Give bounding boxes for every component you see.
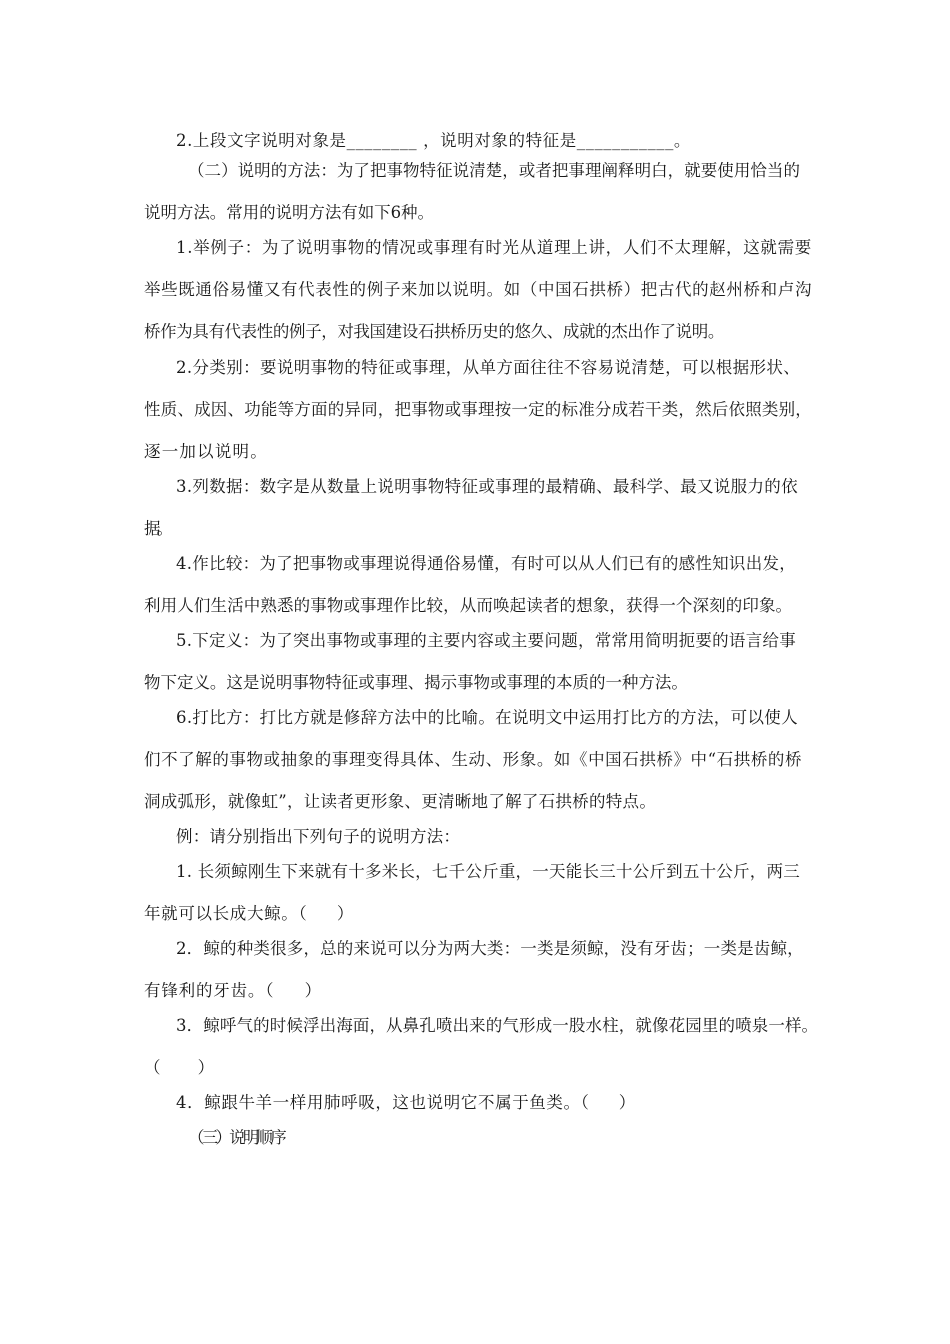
text-line: 3．鲸呼气的时候浮出海面，从鼻孔喷出来的气形成一股水柱，就像花园里的喷泉一样。 (176, 1016, 819, 1035)
text-line: 4．鲸跟牛羊一样用肺呼吸，这也说明它不属于鱼类。（ ） (176, 1093, 636, 1112)
text-line: 6.打比方：打比方就是修辞方法中的比喻。在说明文中运用打比方的方法，可以使人 (176, 708, 798, 727)
text-line: 年就可以长成大鲸。（ ） (144, 904, 355, 923)
text-line: 据。 (144, 519, 169, 538)
text-line: 2.上段文字说明对象是________ ，说明对象的特征是___________。 (176, 131, 692, 150)
text-line: 洞成弧形，就像虹”，让读者更形象、更清晰地了解了石拱桥的特点。 (144, 792, 657, 811)
text-line: 物下定义。这是说明事物特征或事理、揭示事物或事理的本质的一种方法。 (144, 673, 688, 692)
text-line: 说明方法。常用的说明方法有如下6种。 (144, 203, 434, 222)
text-line: 利用人们生活中熟悉的事物或事理作比较，从而唤起读者的想象，获得一个深刻的印象。 (144, 596, 793, 615)
text-line: 2．鲸的种类很多，总的来说可以分为两大类：一类是须鲸，没有牙齿；一类是齿鲸， (176, 939, 804, 958)
text-line: 举些既通俗易懂又有代表性的例子来加以说明。如（中国石拱桥）把古代的赵州桥和卢沟 (144, 280, 813, 299)
text-line: 性质、成因、功能等方面的异同，把事物或事理按一定的标准分成若干类，然后依照类别， (144, 400, 812, 419)
text-line: 桥作为具有代表性的例子，对我国建设石拱桥历史的悠久、成就的杰出作了说明。 (144, 322, 724, 341)
text-line: 5.下定义：为了突出事物或事理的主要内容或主要问题，常常用简明扼要的语言给事 (176, 631, 797, 650)
text-line: 1. 长须鲸刚生下来就有十多米长，七千公斤重，一天能长三十公斤到五十公斤，两三 (176, 862, 800, 881)
text-line: 4.作比较：为了把事物或事理说得通俗易懂，有时可以从人们已有的感性知识出发， (176, 554, 797, 573)
text-line: 们不了解的事物或抽象的事理变得具体、生动、形象。如《中国石拱桥》中“石拱桥的桥 (144, 750, 803, 769)
text-line: 3.列数据：数字是从数量上说明事物特征或事理的最精确、最科学、最又说服力的依 (176, 477, 798, 496)
text-line: 例：请分别指出下列句子的说明方法： (176, 827, 461, 846)
text-line: （二）说明的方法：为了把事物特征说清楚，或者把事理阐释明白，就要使用恰当的 (188, 161, 800, 180)
text-line: 2.分类别：要说明事物的特征或事理，从单方面往往不容易说清楚，可以根据形状、 (176, 358, 801, 377)
text-line: 1.举例子：为了说明事物的情况或事理有时光从道理上讲，人们不太理解，这就需要 (176, 238, 812, 257)
text-line: （三）说明顺序 (188, 1128, 284, 1147)
text-line: （ ） (144, 1058, 216, 1077)
text-line: 有锋利的牙齿。（ ） (144, 981, 322, 1000)
text-line: 逐一加以说明。 (144, 442, 268, 461)
